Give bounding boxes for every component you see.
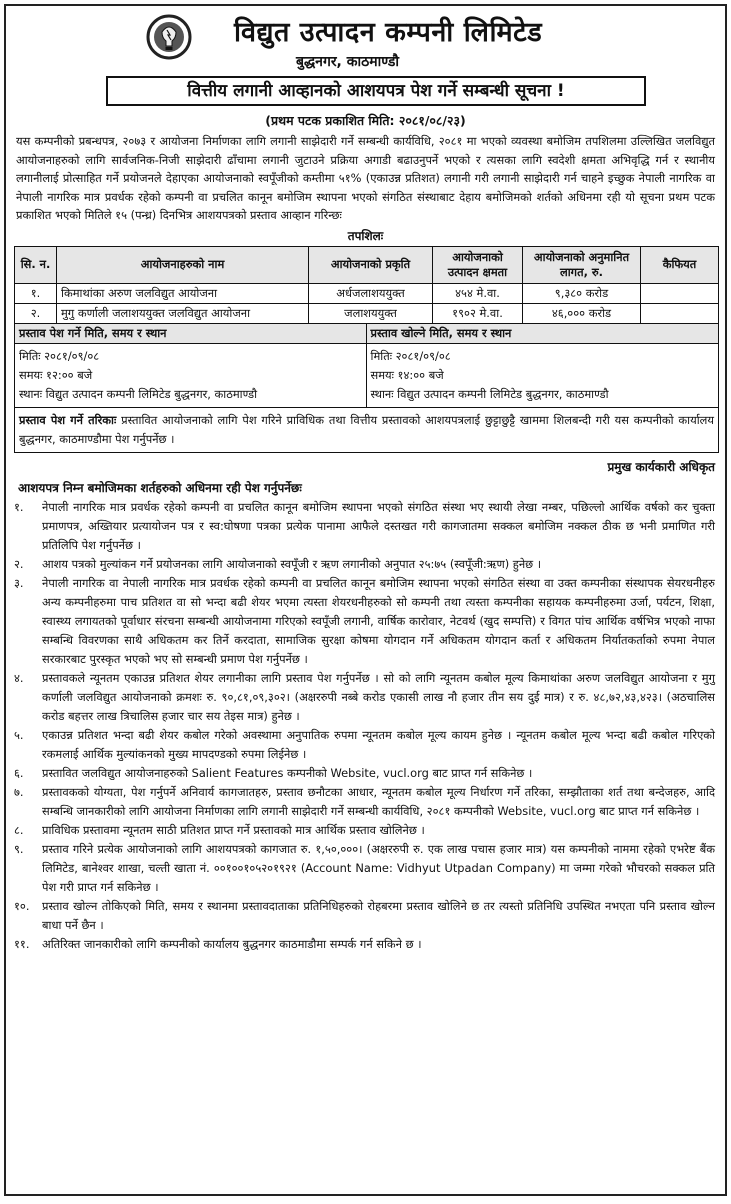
header bbox=[6, 6, 725, 101]
list-item bbox=[14, 840, 715, 897]
cell-capacity: १९०२ मे.वा. bbox=[433, 303, 523, 323]
item-number: ६. bbox=[14, 765, 24, 780]
projects-table bbox=[14, 246, 719, 324]
submission-method bbox=[14, 408, 719, 453]
cell-project-type: जलाशययुक्त bbox=[309, 303, 433, 323]
list-item bbox=[14, 783, 715, 821]
opening-place: स्थानः विद्युत उत्पादन कम्पनी लिमिटेड बुद्धनगर, काठमाण्डौ bbox=[370, 386, 609, 401]
submission-details bbox=[15, 344, 367, 407]
intro-paragraph: यस कम्पनीको प्रबन्धपत्र, २०७३ र आयोजना निर्माणका लागि लगानी साझेदारी गर्ने सम्बन्धी कार्यविधि, २०८१ मा भएको व्यवस्था बमोजिम तपशिलमा उल्लिखित जलविद्युत आयोजनाहरुको लागि सार्वजनिक-निजी साझेदारी ढाँचामा लगानी जुटाउने प्रक्रिया अगाडी बढाउनुपर्ने भएको र त्यसका लागि स्वदेशी क्षमता अभिवृद्धि गर्न र स्थानीय लगानीलाई प्रोत्साहित गर्ने प्रयोजनले देहाएका आयोजनाको स्वपूँजीको कम्तीमा ५१% (एकाउन्न प्रतिशत) लगानी गरी लगानी साझेदारी गर्न चाहने इच्छुक नेपाली नागरिक वा नेपाली नागरिक मात्र प्रवर्धक रहेको कम्पनी वा प्रचलित कानून बमोजिम स्थापना भएको संगठित संस्थाबाट देहाय बमोजिमको शर्तको अधिनमा रही यो सूचना प्रथम पटक प्रकाशित भएको मितिले १५ (पन्ध्र) दिनभित्र आशयपत्रको प्रस्ताव आव्हान गरिन्छः bbox=[16, 134, 715, 222]
submission-date: मितिः २०८१/०९/०८ bbox=[19, 348, 100, 363]
item-number: १. bbox=[14, 499, 24, 514]
cell-project-name: मुगु कर्णाली जलाशययुक्त जलविद्युत आयोजना bbox=[57, 303, 309, 323]
col-header-project-name: आयोजनाहरुको नाम bbox=[57, 246, 309, 283]
notice-title: वित्तीय लगानी आव्हानको आशयपत्र पेश गर्ने सम्बन्धी सूचना ! bbox=[106, 76, 646, 106]
item-text: नेपाली नागरिक मात्र प्रवर्धक रहेको कम्पनी वा प्रचलित कानून बमोजिम स्थापना भएको संगठित संस्था भए स्थायी लेखा नम्बर, पछिल्लो आर्थिक वर्षको कर चुक्ता प्रमाणपत्र, अख्तियार प्रत्यायोजन पत्र र स्व:घोषणा पत्रका प्रत्येक पानामा आफैले दस्तखत गरी कागजातमा सक्कल बमोजिम नक्कल ठीक छ भनी प्रमाणित गरी प्रतिलिपि पेश गर्नुपर्नेछ । bbox=[42, 499, 715, 552]
list-item bbox=[14, 935, 715, 954]
submission-heading: प्रस्ताव पेश गर्ने मिति, समय र स्थान bbox=[15, 324, 367, 344]
conditions-list bbox=[14, 498, 715, 954]
list-item bbox=[14, 821, 715, 840]
item-text: प्रस्तावकको योग्यता, पेश गर्नुपर्ने अनिवार्य कागजातहरु, प्रस्ताव छनौटका आधार, न्यूनतम कबोल मूल्य निर्धारण गर्ने तरिका, सम्झौताका शर्त तथा बन्देजहरु, आदि सम्बन्धि जानकारीको लागि आयोजना निर्माणका लागि लगानी साझेदारी गर्ने सम्बन्धी कार्यविधि, २०८१ कम्पनीको Website, vucl.org बाट प्राप्त गर्न सकिनेछ । bbox=[42, 784, 715, 818]
cell-cost: ९,३८० करोड bbox=[523, 283, 641, 303]
item-number: १०. bbox=[14, 898, 30, 913]
opening-details bbox=[367, 344, 719, 407]
org-address: बुद्धनगर, काठमाण्डौ bbox=[296, 54, 400, 70]
list-item bbox=[14, 726, 715, 764]
opening-time: समयः १४:०० बजे bbox=[370, 367, 444, 382]
method-text: प्रस्तावित आयोजनाको लागि पेश गरिने प्राविधिक तथा वित्तीय प्रस्तावको आशयपत्रलाई छुट्टाछुट्टै खाममा शिलबन्दी गरी यस कम्पनीको कार्यालय बुद्धनगर, काठमाण्डौमा पेश गर्नुपर्नेछ । bbox=[19, 412, 715, 446]
item-number: ३. bbox=[14, 575, 24, 590]
company-logo bbox=[146, 14, 192, 60]
first-published-date: (प्रथम पटक प्रकाशित मिति: २०८१/०८/२३) bbox=[265, 113, 466, 128]
col-header-sn: सि. न. bbox=[15, 246, 57, 283]
col-header-remarks: कैफियत bbox=[641, 246, 719, 283]
item-number: ४. bbox=[14, 670, 24, 685]
list-item bbox=[14, 555, 715, 574]
list-item bbox=[14, 498, 715, 555]
details-label: तपशिलः bbox=[347, 228, 384, 243]
list-item bbox=[14, 669, 715, 726]
item-number: ११. bbox=[14, 936, 30, 951]
item-number: ८. bbox=[14, 822, 24, 837]
item-text: प्रस्ताव खोल्न तोकिएको मिति, समय र स्थानमा प्रस्तावदाताका प्रतिनिधिहरुको रोहबरमा प्रस्ताव खोलिने छ तर त्यस्तो प्रतिनिधि उपस्थित नभएता पनि प्रस्ताव खोल्न बाधा पर्ने छैन । bbox=[42, 898, 715, 932]
item-number: ५. bbox=[14, 727, 24, 742]
item-text: नेपाली नागरिक वा नेपाली नागरिक मात्र प्रवर्धक रहेको कम्पनी वा प्रचलित कानून बमोजिम स्थापना भएको संगठित संस्था वा उक्त कम्पनीका संस्थापक सेयरधनीहरु अन्य कम्पनीहरुमा पाच प्रतिशत वा सो भन्दा बढी शेयर भएमा त्यस्ता शेयरधनीहरुको सो कम्पनी तथा त्यस्ता कम्पनीका सहायक कम्पनीहरुमा उर्जा, पर्यटन, शिक्षा, स्वास्थ्य लगायतको पूर्वाधार संरचना सम्बन्धी आयोजनामा गरिएको स्वपूँजी लगानी, वार्षिक कारोवार, नेटवर्थ (खुद सम्पत्ति) र विगत पांच आर्थिक वर्षभित्र भएको नाफा सम्बन्धि विवरणका साथै अधिकतम कर तिर्ने करदाता, सामाजिक सुरक्षा कोषमा योगदान गर्ने अधिकतम योगदान कर्ता र अधिकतम निर्यातकर्ताको रुपमा नेपाल सरकारबाट पुरस्कृत भएको भए सो सम्बन्धी प्रमाण पेश गर्नुपर्नेछ । bbox=[42, 575, 715, 666]
col-header-estimated-cost: आयोजनाको अनुमानित लागत, रु. bbox=[523, 246, 641, 283]
method-label: प्रस्ताव पेश गर्ने तरिकाः bbox=[19, 412, 117, 427]
cell-project-type: अर्धजलाशययुक्त bbox=[309, 283, 433, 303]
cell-remarks bbox=[641, 283, 719, 303]
cell-project-name: किमाथांका अरुण जलविद्युत आयोजना bbox=[57, 283, 309, 303]
list-item bbox=[14, 574, 715, 669]
col-header-capacity: आयोजनाको उत्पादन क्षमता bbox=[433, 246, 523, 283]
item-text: प्रस्तावकले न्यूनतम एकाउन्न प्रतिशत शेयर लगानीका लागि प्रस्ताव पेश गर्नुपर्नेछ । सो को लागि न्यूनतम कबोल मूल्य किमाथांका अरुण जलविद्युत आयोजना र मुगु कर्णाली जलविद्युत आयोजनाको क्रमशः रु. ९०,८१,०९,३०२। (अक्षररुपी नब्बे करोड एकासी लाख नौ हजार तीन सय दुई मात्र) र रु. ४८,७२,४३,४२३। (अठचालिस करोड बहत्तर लाख त्रिचालिस हजार चार सय तेइस मात्र) हुनेछ । bbox=[42, 670, 715, 723]
table-row bbox=[15, 303, 719, 323]
schedule-box bbox=[14, 324, 719, 408]
org-name: विद्युत उत्पादन कम्पनी लिमिटेड bbox=[234, 17, 543, 48]
cell-sn: १. bbox=[15, 283, 57, 303]
cell-capacity: ४५४ मे.वा. bbox=[433, 283, 523, 303]
table-row bbox=[15, 283, 719, 303]
signatory-title: प्रमुख कार्यकारी अधिकृत bbox=[607, 459, 715, 474]
col-header-project-type: आयोजनाको प्रकृति bbox=[309, 246, 433, 283]
item-text: अतिरिक्त जानकारीको लागि कम्पनीको कार्यालय बुद्धनगर काठमाडौमा सम्पर्क गर्न सकिने छ । bbox=[42, 936, 422, 951]
item-number: ७. bbox=[14, 784, 24, 799]
opening-date: मितिः २०८१/०९/०८ bbox=[370, 348, 451, 363]
opening-heading: प्रस्ताव खोल्ने मिति, समय र स्थान bbox=[367, 324, 719, 344]
item-text: प्रस्तावित जलविद्युत आयोजनाहरुको Salient Features कम्पनीको Website, vucl.org बाट प्राप्त गर्न सकिनेछ । bbox=[42, 765, 533, 780]
notice-page bbox=[4, 4, 727, 1196]
cell-sn: २. bbox=[15, 303, 57, 323]
list-item bbox=[14, 897, 715, 935]
item-number: २. bbox=[14, 556, 24, 571]
table-header-row bbox=[15, 246, 719, 283]
submission-place: स्थानः विद्युत उत्पादन कम्पनी लिमिटेड बुद्धनगर, काठमाण्डौ bbox=[19, 386, 258, 401]
item-text: प्राविधिक प्रस्तावमा न्यूनतम साठी प्रतिशत प्राप्त गर्ने प्रस्तावको मात्र आर्थिक प्रस्ताव खोलिनेछ । bbox=[42, 822, 425, 837]
cell-remarks bbox=[641, 303, 719, 323]
conditions-title: आशयपत्र निम्न बमोजिमका शर्तहरुको अधिनमा रही पेश गर्नुपर्नेछः bbox=[18, 480, 302, 495]
cell-cost: ४६,००० करोड bbox=[523, 303, 641, 323]
submission-time: समयः १२:०० बजे bbox=[19, 367, 93, 382]
item-number: ९. bbox=[14, 841, 24, 856]
item-text: आशय पत्रको मुल्यांकन गर्ने प्रयोजनका लागि आयोजनाको स्वपूँजी र ऋण लगानीको अनुपात २५:७५ (स्वपूँजी:ऋण) हुनेछ । bbox=[42, 556, 542, 571]
list-item bbox=[14, 764, 715, 783]
item-text: प्रस्ताव गरिने प्रत्येक आयोजनाको लागि आशयपत्रको कागजात रु. १,५०,०००। (अक्षररुपी रु. एक लाख पचास हजार मात्र) यस कम्पनीको नाममा रहेको एभरेष्ट बैंक लिमिटेड, बानेश्वर शाखा, चल्ती खाता नं. ००१००१०५२०१९२१ (Account Name: Vidhyut Utpadan Company) मा जम्मा गरेको भौचरको सक्कल प्रति पेश गरी प्राप्त गर्न सकिनेछ । bbox=[42, 841, 715, 894]
item-text: एकाउन्न प्रतिशत भन्दा बढी शेयर कबोल गरेको अवस्थामा अनुपातिक रुपमा न्यूनतम कबोल मूल्य कायम हुनेछ । न्यूनतम कबोल मूल्य भन्दा बढी कबोल गरिएको रकमलाई आर्थिक मुल्यांकनको मुख्य मापदण्डको रुपमा लिईनेछ । bbox=[42, 727, 715, 761]
